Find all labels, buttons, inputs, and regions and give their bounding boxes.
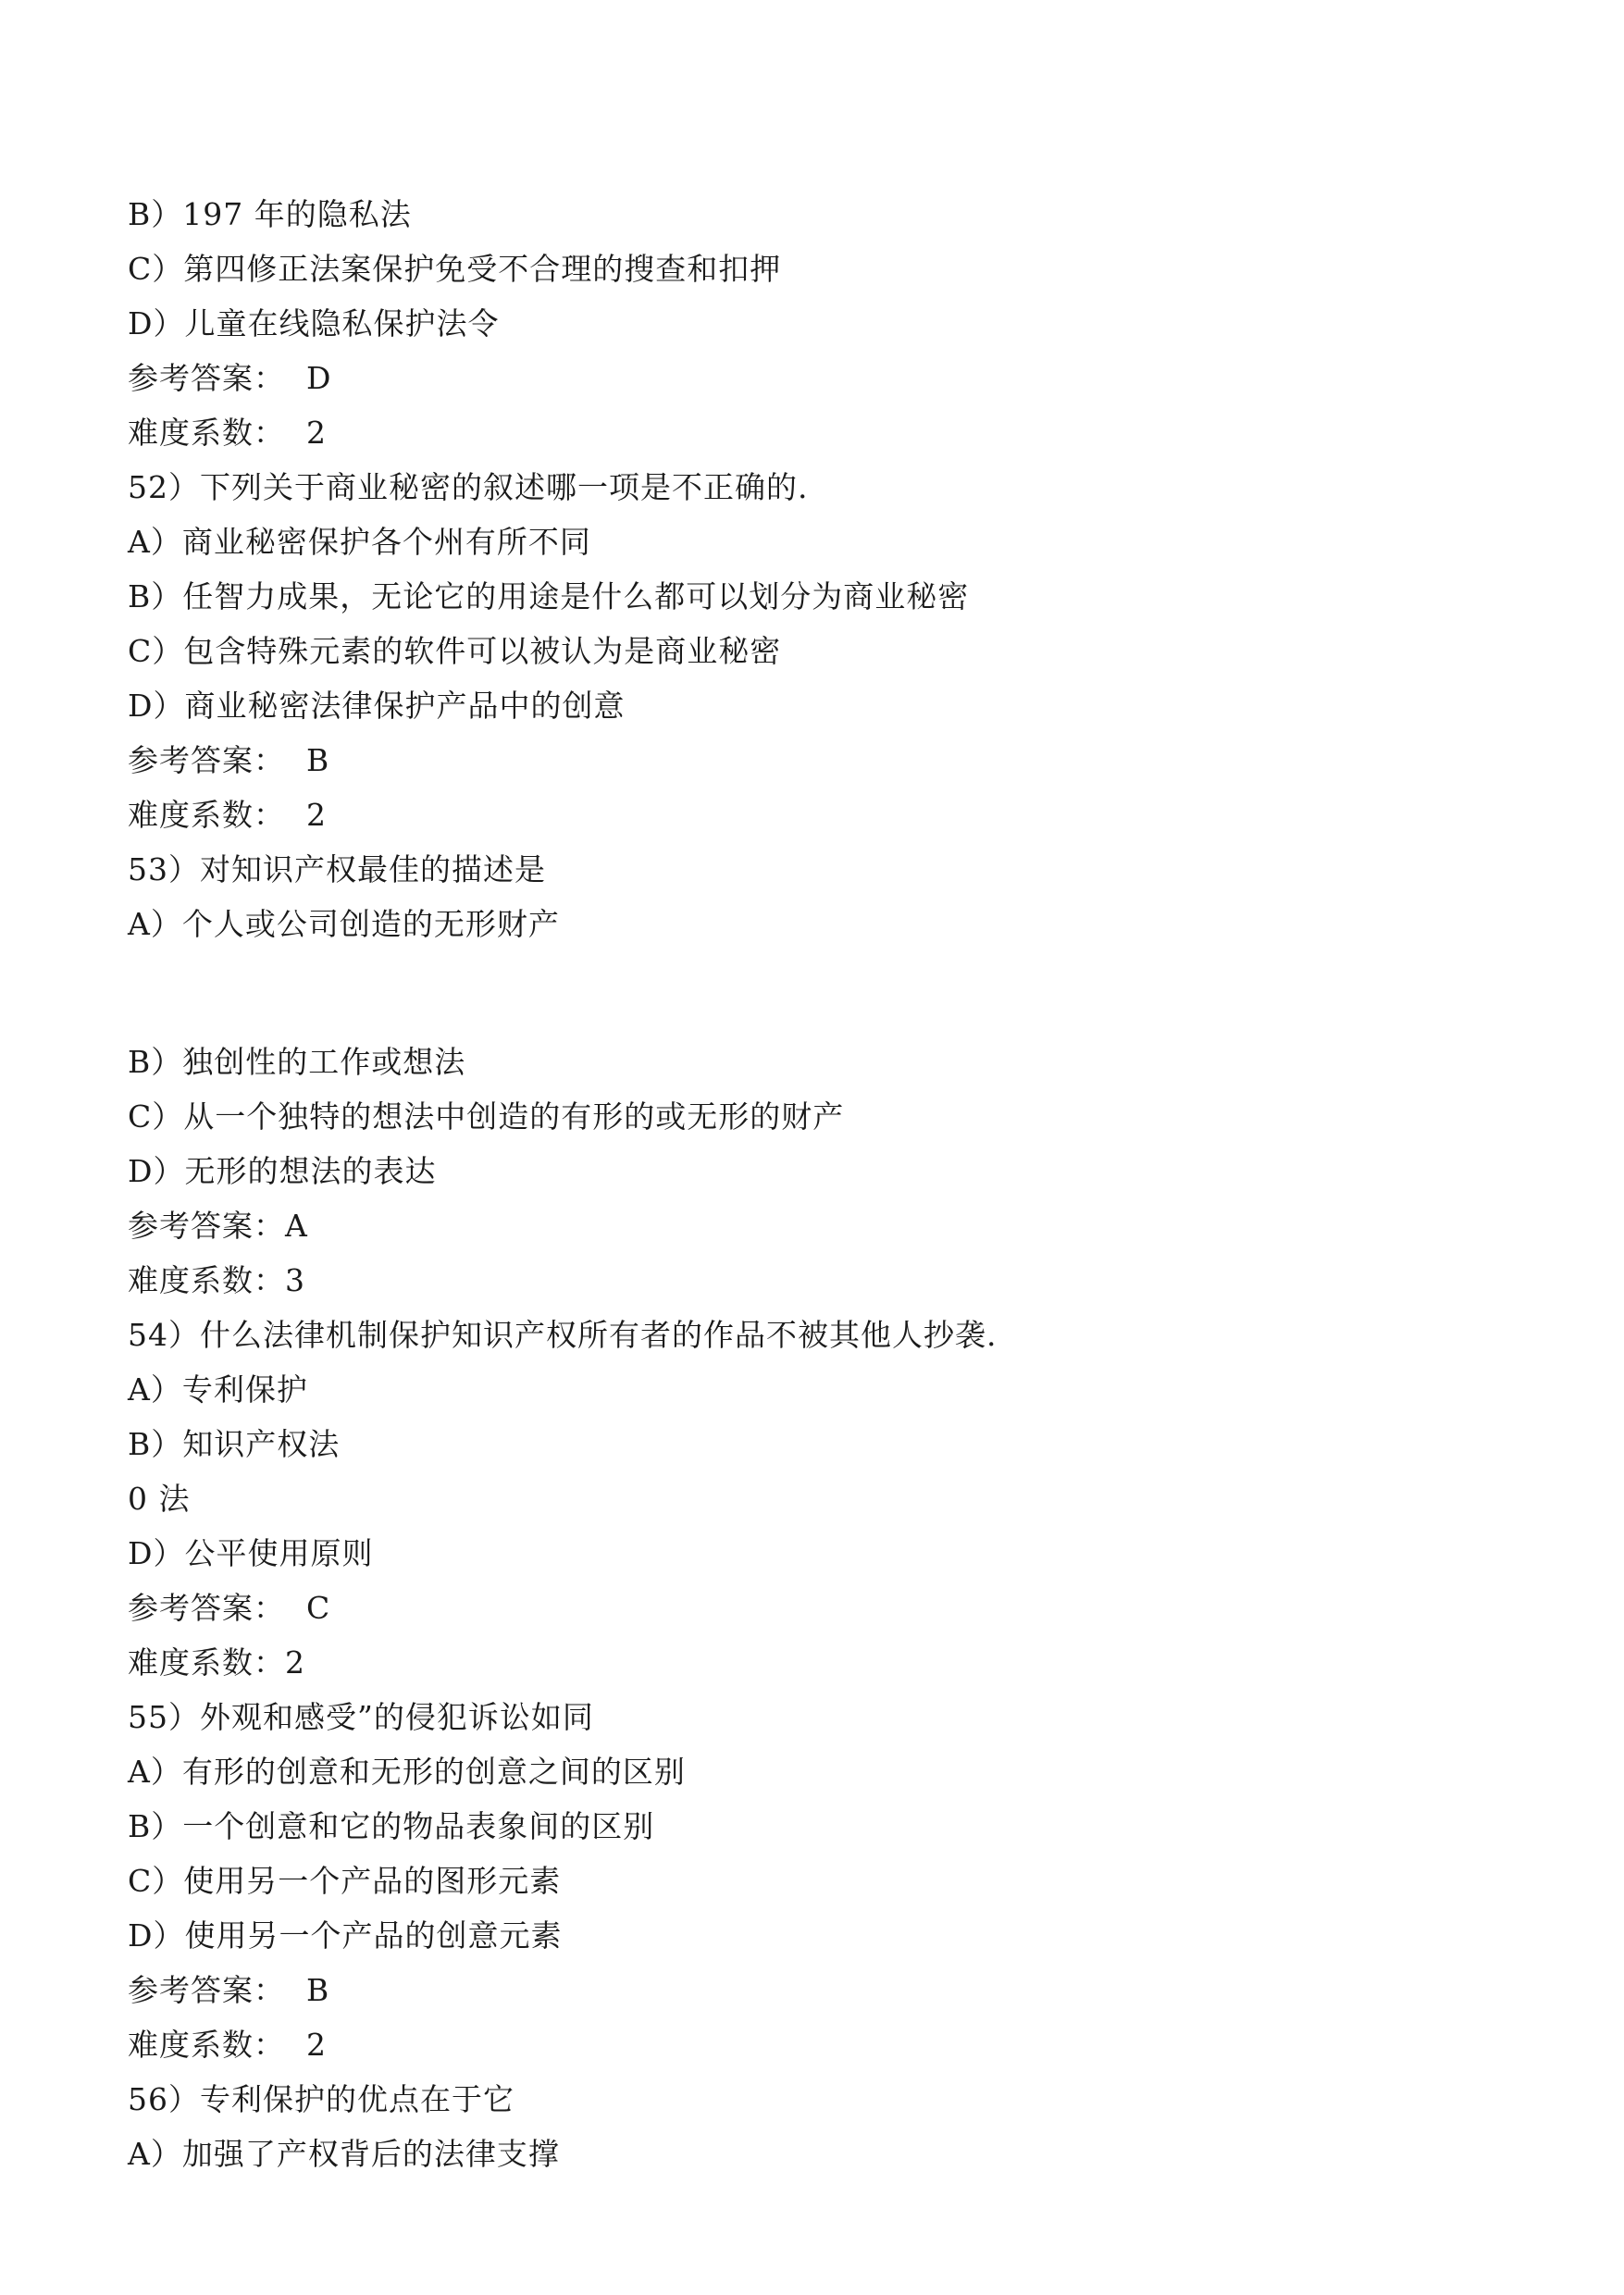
text-line: 难度系数：3: [128, 1262, 305, 1298]
text-line: 0 法: [128, 1481, 191, 1517]
text-line: 难度系数：2: [128, 1644, 305, 1681]
text-line: D）使用另一个产品的创意元素: [128, 1917, 563, 1954]
text-line: 参考答案： C: [128, 1590, 331, 1626]
text-line: 参考答案：A: [128, 1208, 308, 1244]
text-line: 56）专利保护的优点在于它: [128, 2081, 514, 2117]
text-line: 参考答案： B: [128, 742, 330, 778]
text-line: D）公平使用原则: [128, 1535, 374, 1571]
text-line: B）一个创意和它的物品表象间的区别: [128, 1808, 655, 1844]
text-line: 难度系数： 2: [128, 415, 327, 451]
text-line: A）商业秘密保护各个州有所不同: [128, 524, 591, 560]
text-line: 参考答案： B: [128, 1972, 330, 2008]
text-line: B）任智力成果，无论它的用途是什么都可以划分为商业秘密: [128, 578, 970, 614]
text-line: C）从一个独特的想法中创造的有形的或无形的财产: [128, 1098, 845, 1135]
text-line: D）儿童在线隐私保护法令: [128, 305, 500, 341]
text-line: A）有形的创意和无形的创意之间的区别: [128, 1754, 686, 1790]
text-line: B）知识产权法: [128, 1426, 341, 1462]
text-line: C）第四修正法案保护免受不合理的搜查和扣押: [128, 251, 782, 287]
text-line: 53）对知识产权最佳的描述是: [128, 851, 546, 887]
text-line: 55）外观和感受”的侵犯诉讼如同: [128, 1699, 594, 1735]
text-line: A）加强了产权背后的法律支撑: [128, 2136, 560, 2172]
text-line: 难度系数： 2: [128, 2027, 327, 2063]
text-line: 52）下列关于商业秘密的叙述哪一项是不正确的.: [128, 469, 809, 505]
text-line: C）使用另一个产品的图形元素: [128, 1863, 562, 1899]
text-line: D）商业秘密法律保护产品中的创意: [128, 688, 626, 724]
text-line: A）专利保护: [128, 1371, 308, 1408]
text-line: 难度系数： 2: [128, 797, 327, 833]
text-line: 54）什么法律机制保护知识产权所有者的作品不被其他人抄袭.: [128, 1317, 998, 1353]
text-line: B）独创性的工作或想法: [128, 1044, 466, 1080]
text-line: C）包含特殊元素的软件可以被认为是商业秘密: [128, 633, 782, 669]
text-line: B）197 年的隐私法: [128, 196, 412, 232]
text-line: 参考答案： D: [128, 360, 332, 396]
text-line: D）无形的想法的表达: [128, 1153, 437, 1189]
text-line: A）个人或公司创造的无形财产: [128, 906, 560, 942]
